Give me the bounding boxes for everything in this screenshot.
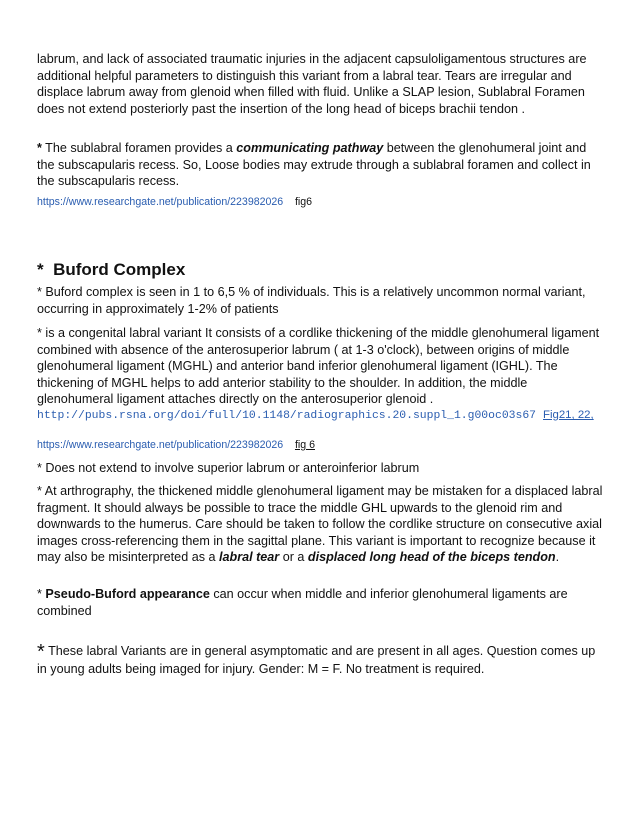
section-heading-buford: [37, 262, 605, 280]
rsna-link[interactable]: http://pubs.rsna.org/doi/full/10.1148/radiographics.20.suppl_1.g00oc03s67: [37, 410, 536, 422]
paragraph-asymptomatic: [37, 643, 605, 677]
paragraph-arthrography: [37, 483, 605, 566]
paragraph-sublabral-foramen: [37, 140, 605, 190]
heading-star: *: [37, 260, 44, 279]
paragraph-text-post: .: [555, 550, 560, 565]
emphasis-displaced-biceps: displaced long head of the biceps tendon: [307, 550, 556, 565]
paragraph-text-pre: *: [37, 587, 46, 601]
bullet-star: *: [37, 641, 45, 663]
paragraph-buford-description: [37, 325, 605, 408]
emphasis-communicating-pathway: communicating pathway: [236, 141, 384, 155]
paragraph-text: * Does not extend to involve superior labrum or anteroinferior labrum: [37, 461, 420, 475]
paragraph-text: * is a congenital labral variant It consists of a cordlike thickening of the middle glenohumeral ligament combined with absence of the anterosuperior labrum ( at 1-3 o'clock), between origins of middle glenohumeral ligament (MGHL) and anterior band inferior glenohumeral ligament (IGHL). The thickening of MGHL helps to add anterior stability to the shoulder. In addition, the middle glenohumeral ligament attaches directly on the anterosuperior glenoid .: [37, 326, 600, 407]
paragraph-buford-incidence: [37, 284, 605, 317]
paragraph-text: labrum, and lack of associated traumatic injuries in the adjacent capsuloligamentous structures are additional helpful parameters to distinguish this variant from a labral tear. Tears are irregular and displace labrum away from glenoid when filled with fluid. Unlike a SLAP lesion, Sublabral Foramen does not extend posteriorly past the insertion of the long head of biceps brachii tendon .: [37, 52, 587, 116]
paragraph-text-post: can occur when middle and inferior glenohumeral ligaments are combined: [37, 587, 568, 618]
heading-title: Buford Complex: [53, 260, 186, 279]
bold-pseudo-buford: Pseudo-Buford appearance: [45, 587, 210, 601]
emphasis-labral-tear: labral tear: [219, 550, 280, 565]
bullet-star: *: [37, 141, 42, 155]
researchgate-link[interactable]: https://www.researchgate.net/publication/223982026: [37, 196, 284, 208]
fig-label: fig 6: [294, 439, 315, 451]
paragraph-labrum-continued: [37, 51, 605, 117]
paragraph-text-mid: or a: [279, 550, 308, 565]
paragraph-text: * Buford complex is seen in 1 to 6,5 % of individuals. This is a relatively uncommon normal variant, occurring in approximately 1-2% of patients: [37, 285, 586, 316]
fig-label: Fig21, 22,: [543, 409, 594, 421]
paragraph-extent: [37, 460, 605, 477]
paragraph-text-pre: The sublabral foramen provides a: [41, 141, 237, 155]
researchgate-link[interactable]: https://www.researchgate.net/publication/223982026: [37, 439, 284, 451]
paragraph-pseudo-buford: [37, 586, 605, 619]
paragraph-text-post: between the glenohumeral joint and the subscapularis recess. So, Loose bodies may extrude through a sublabral foramen and collect in the subscapularis recess.: [37, 141, 591, 189]
fig-label: fig6: [294, 196, 313, 208]
reference-line-1: [37, 194, 605, 211]
reference-line-2: [37, 406, 605, 425]
paragraph-text-pre: * At arthrography, the thickened middle glenohumeral ligament may be mistaken for a displaced labral fragment. It should always be possible to trace the middle GHL upwards to the glenoid rim and downwards to the humerus. Care should be taken to follow the cordlike structure on consecutive axial images cross-referencing them in the sagittal plane. This variant is important to recognize because it may also be misinterpreted as a: [37, 484, 603, 565]
paragraph-text: These labral Variants are in general asymptomatic and are present in all ages. Question comes up in young adults being imaged for injury. Gender: M = F. No treatment is required.: [37, 644, 596, 676]
reference-line-3: [37, 437, 605, 454]
